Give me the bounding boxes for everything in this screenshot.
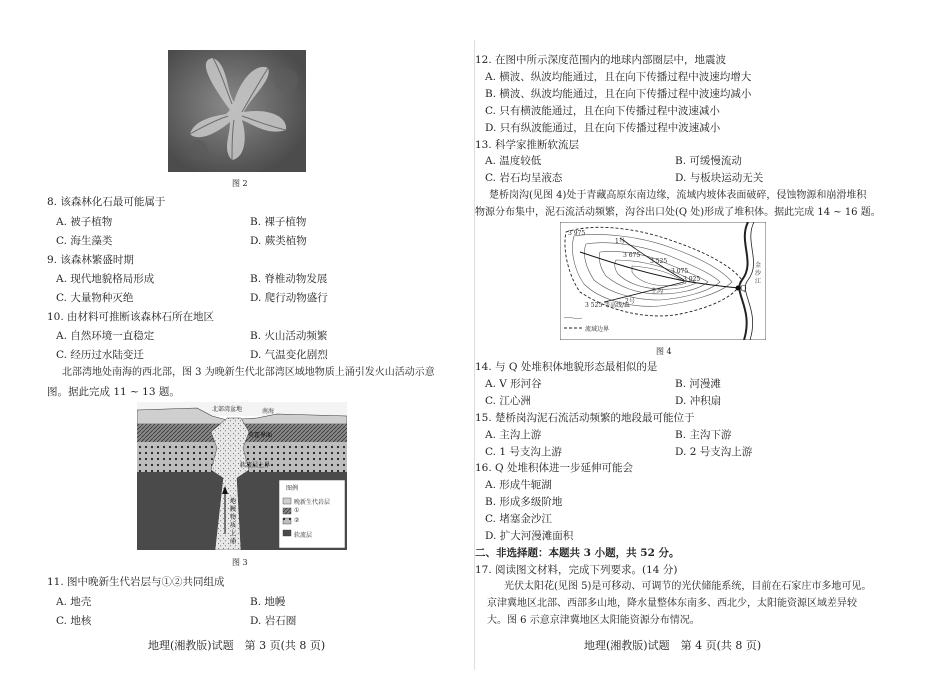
q8-option-b: B. 裸子植物 [250,216,307,228]
q17-stem: 17. 阅读图文材料，完成下列要求。(14 分) [475,564,678,576]
q8-option-a: A. 被子植物 [56,216,113,228]
fig4-label-q: Q [740,284,747,293]
q11-option-b: B. 地幔 [250,596,286,608]
q15-option-b: B. 主沟下游 [675,429,732,441]
q13-stem: 13. 科学家推断软流层 [475,139,580,151]
fig2-caption: 图 2 [232,179,248,188]
q8-option-d: D. 蕨类植物 [250,235,307,247]
fig3-legend-title: 图例 [286,485,299,492]
fig4-legend-boundary: 流域边界 [585,326,610,333]
q12-stem: 12. 在图中所示深度范围内的地球内部圈层中，地震波 [475,54,727,66]
fig4-label-river: 金沙江 [755,262,762,285]
fig3-label-moho: 莫霍界面 [248,432,273,439]
intro-11-13-line2: 图。据此完成 11 ~ 13 题。 [47,386,180,398]
left-footer: 地理(湘教版)试题 第 3 页(共 8 页) [148,639,326,652]
q9-stem: 9. 该森林繁盛时期 [47,254,134,266]
q12-option-d: D. 只有纵波能通过，且在向下传播过程中波速减小 [485,122,721,134]
q10-option-a: A. 自然环境一直稳定 [56,330,155,342]
q15-option-a: A. 主沟上游 [485,429,542,441]
fig4-elev-1: 3 975 [568,230,586,237]
q10-stem: 10. 由材料可推断该森林石所在地区 [47,311,215,323]
fig4-legend-contour: 3 525 等高线/m [585,302,630,309]
q17-paragraph-3: 大。图 6 示意京津冀地区太阳能资源分布情况。 [487,615,700,626]
fig3-legend-2: ① [294,507,300,514]
fig4-label-2: 2号 [625,298,635,305]
fig4-elev-4: 3 075 [671,268,689,275]
q8-stem: 8. 该森林化石最可能属于 [47,196,166,208]
q9-option-d: D. 爬行动物盛行 [250,292,328,304]
q14-option-b: B. 河漫滩 [675,378,721,390]
fig4-label-main: 主沟 [651,288,664,295]
q10-option-b: B. 火山活动频繁 [250,330,328,342]
fig3-legend-3: ② [294,517,300,524]
fig4-elev-5: 3 025 [683,276,701,283]
fig3-legend-1: 晚新生代岩层 [294,499,331,506]
q11-option-c: C. 地核 [56,615,92,627]
q17-paragraph-2: 京津冀地区北部、西部多山地，降水量整体东南多、西北少，太阳能资源区域差异较 [487,598,857,609]
q16-stem: 16. Q 处堆积体进一步延伸可能会 [475,462,633,474]
q14-option-d: D. 冲积扇 [675,395,722,407]
right-footer: 地理(湘教版)试题 第 4 页(共 8 页) [584,639,762,652]
q16-option-b: B. 形成多级阶地 [485,496,563,508]
q13-option-d: D. 与板块运动无关 [675,172,764,184]
intro-14-16-line2: 物源分布集中，泥石流活动频繁，沟谷出口处(Q 处)形成了堆积体。据此完成 14 ~ 16 题。 [475,207,881,218]
q11-stem: 11. 图中晚新生代岩层与①②共同组成 [47,576,225,588]
fig2-fossil-photo [168,50,306,172]
q9-option-a: A. 现代地貌格局形成 [56,273,155,285]
q9-option-b: B. 脊椎动物发展 [250,273,328,285]
fig4-caption: 图 4 [656,347,672,356]
fig4-elev-2: 3 675 [623,252,641,259]
q9-option-c: C. 大量物种灭绝 [56,292,134,304]
intro-14-16-line1: 楚桥岗沟(见图 4)处于青藏高原东南边缘，流域内坡体表面破碎，侵蚀物源和崩滑堆积 [489,190,867,201]
q11-option-a: A. 地壳 [56,596,92,608]
q13-option-a: A. 温度较低 [485,155,542,167]
q11-option-d: D. 岩石圈 [250,615,297,627]
q12-option-c: C. 只有横波能通过，且在向下传播过程中波速减小 [485,105,720,117]
q10-option-d: D. 气温变化剧烈 [250,349,328,361]
right-page [475,0,950,688]
q14-option-a: A. V 形河谷 [485,378,542,390]
q12-option-a: A. 横波、纵波均能通过，且在向下传播过程中波速均增大 [485,71,752,83]
fig3-legend-4: 软流层 [294,532,313,539]
fig4-label-1: 1号 [615,238,625,245]
fig3-label-up: 地幔物质上涌 [230,498,237,545]
q14-stem: 14. 与 Q 处堆积体地貌形态最相似的是 [475,361,658,373]
q13-option-c: C. 岩石均呈液态 [485,172,563,184]
fig3-caption: 图 3 [232,558,248,567]
q15-stem: 15. 楚桥岗沟泥石流活动频繁的地段最可能位于 [475,412,695,424]
section-2-heading: 二、非选择题：本题共 3 小题，共 52 分。 [475,547,680,559]
q10-option-c: C. 经历过水陆变迁 [56,349,144,361]
q17-paragraph-1: 光伏太阳花(见图 5)是可移动、可调节的光伏储能系统，目前在石家庄市多地可见。 [504,581,872,592]
q13-option-b: B. 可缓慢流动 [675,155,742,167]
q15-option-d: D. 2 号支沟上游 [675,446,753,458]
q12-option-b: B. 横波、纵波均能通过，且在向下传播过程中波速均减小 [485,88,752,100]
q14-option-c: C. 江心洲 [485,395,531,407]
fig4-topo-map [560,222,766,340]
fig3-label-soft: 软流层上界 [240,462,271,469]
fig4-elev-3: 3 525 [650,258,668,265]
q16-option-c: C. 堵塞金沙江 [485,513,552,525]
fig3-label-bay: 北部湾盆地 [212,406,243,413]
fig3-diagram [137,402,347,550]
q15-option-c: C. 1 号支沟上游 [485,446,562,458]
intro-11-13-line1: 北部湾地处南海的西北部，图 3 为晚新生代北部湾区域地物质上涌引发火山活动示意 [62,367,435,378]
fig3-label-sea: 南海 [262,408,275,415]
q16-option-d: D. 扩大河漫滩面积 [485,530,574,542]
q16-option-a: A. 形成牛轭湖 [485,479,552,491]
q8-option-c: C. 海生藻类 [56,235,113,247]
